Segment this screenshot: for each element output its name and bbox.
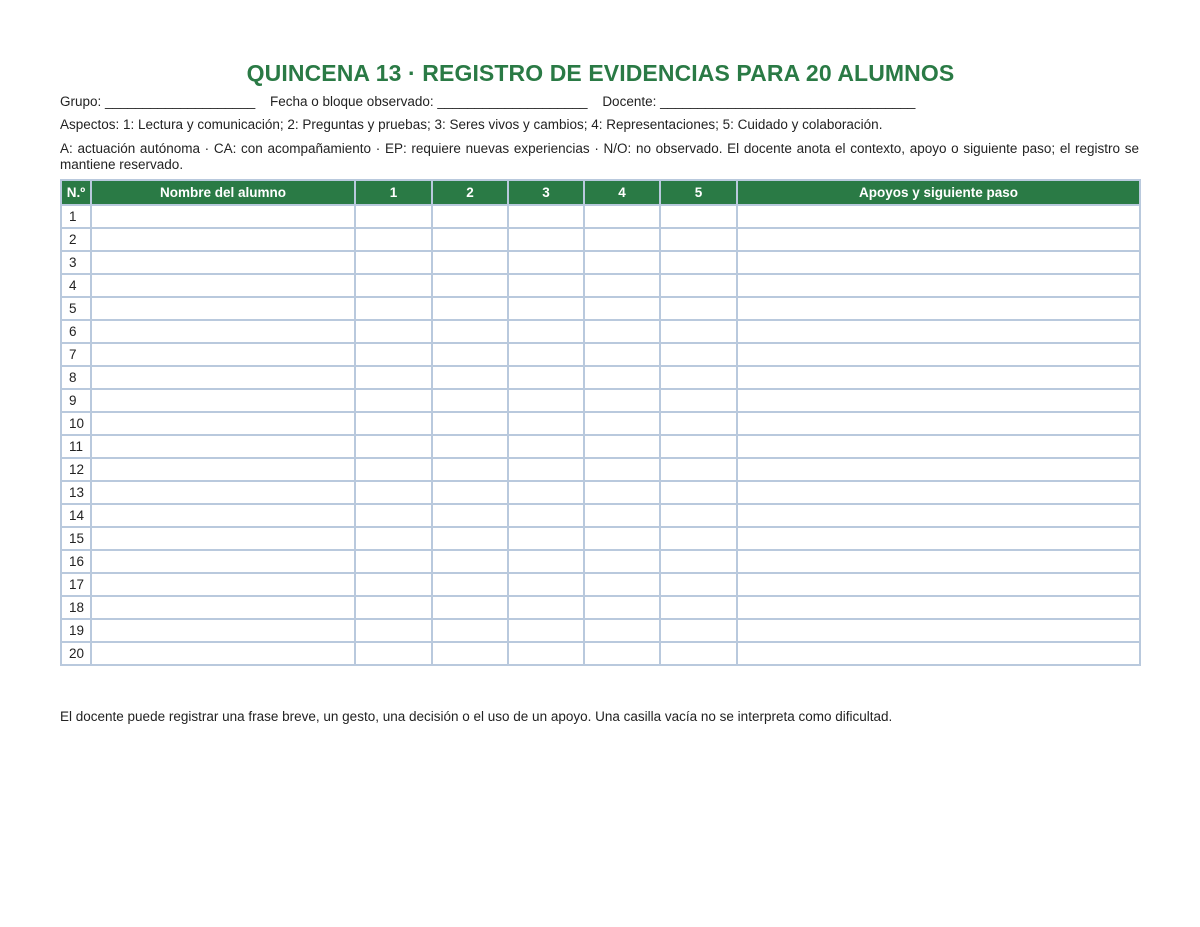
- aspect-4-cell[interactable]: [584, 458, 660, 481]
- aspect-3-cell[interactable]: [508, 343, 584, 366]
- row-number: 1: [61, 205, 91, 228]
- aspect-2-cell[interactable]: [432, 320, 508, 343]
- aspect-3-cell[interactable]: [508, 642, 584, 665]
- aspect-2-cell[interactable]: [432, 297, 508, 320]
- supports-cell[interactable]: [737, 412, 1140, 435]
- aspect-3-cell[interactable]: [508, 389, 584, 412]
- student-name-cell[interactable]: [91, 504, 355, 527]
- aspect-2-cell[interactable]: [432, 274, 508, 297]
- aspect-3-cell[interactable]: [508, 320, 584, 343]
- aspect-1-cell[interactable]: [355, 642, 432, 665]
- supports-cell[interactable]: [737, 435, 1140, 458]
- header-fields: [60, 94, 915, 109]
- header-aspect-2: 2: [432, 180, 508, 205]
- header-number: N.º: [61, 180, 91, 205]
- aspect-3-cell[interactable]: [508, 366, 584, 389]
- aspect-5-cell[interactable]: [660, 366, 737, 389]
- student-name-cell[interactable]: [91, 389, 355, 412]
- aspect-4-cell[interactable]: [584, 297, 660, 320]
- student-name-cell[interactable]: [91, 619, 355, 642]
- aspect-2-cell[interactable]: [432, 481, 508, 504]
- aspect-3-cell[interactable]: [508, 573, 584, 596]
- aspect-5-cell[interactable]: [660, 435, 737, 458]
- grupo-field[interactable]: ____________________: [105, 94, 256, 109]
- aspect-5-cell[interactable]: [660, 619, 737, 642]
- row-number: 9: [61, 389, 91, 412]
- aspect-3-cell[interactable]: [508, 297, 584, 320]
- aspect-5-cell[interactable]: [660, 573, 737, 596]
- student-name-cell[interactable]: [91, 274, 355, 297]
- aspect-5-cell[interactable]: [660, 274, 737, 297]
- table-row: [61, 504, 1140, 527]
- aspect-1-cell[interactable]: [355, 619, 432, 642]
- supports-cell[interactable]: [737, 343, 1140, 366]
- aspect-2-cell[interactable]: [432, 343, 508, 366]
- supports-cell[interactable]: [737, 458, 1140, 481]
- aspect-4-cell[interactable]: [584, 251, 660, 274]
- row-number: 2: [61, 228, 91, 251]
- aspect-4-cell[interactable]: [584, 320, 660, 343]
- aspect-5-cell[interactable]: [660, 412, 737, 435]
- table-header-row: [61, 180, 1140, 205]
- aspect-1-cell[interactable]: [355, 596, 432, 619]
- aspect-1-cell[interactable]: [355, 274, 432, 297]
- aspect-1-cell[interactable]: [355, 504, 432, 527]
- aspect-4-cell[interactable]: [584, 274, 660, 297]
- aspect-5-cell[interactable]: [660, 320, 737, 343]
- aspect-3-cell[interactable]: [508, 412, 584, 435]
- aspect-5-cell[interactable]: [660, 481, 737, 504]
- row-number: 18: [61, 596, 91, 619]
- header-aspect-4: 4: [584, 180, 660, 205]
- header-aspect-5: 5: [660, 180, 737, 205]
- student-name-cell[interactable]: [91, 435, 355, 458]
- aspect-1-cell[interactable]: [355, 228, 432, 251]
- row-number: 14: [61, 504, 91, 527]
- aspect-1-cell[interactable]: [355, 527, 432, 550]
- row-number: 16: [61, 550, 91, 573]
- aspect-4-cell[interactable]: [584, 504, 660, 527]
- table-row: [61, 573, 1140, 596]
- aspect-5-cell[interactable]: [660, 596, 737, 619]
- footer-note: El docente puede registrar una frase breve, un gesto, una decisión o el uso de un apoyo. Una casilla vacía no se interpreta como dificultad.: [60, 709, 893, 724]
- row-number: 3: [61, 251, 91, 274]
- aspect-1-cell[interactable]: [355, 550, 432, 573]
- aspect-4-cell[interactable]: [584, 550, 660, 573]
- student-name-cell[interactable]: [91, 596, 355, 619]
- aspect-4-cell[interactable]: [584, 642, 660, 665]
- aspect-3-cell[interactable]: [508, 435, 584, 458]
- header-supports-next-step: Apoyos y siguiente paso: [737, 180, 1140, 205]
- table-row: [61, 412, 1140, 435]
- aspect-5-cell[interactable]: [660, 297, 737, 320]
- table-row: [61, 642, 1140, 665]
- supports-cell[interactable]: [737, 320, 1140, 343]
- aspect-5-cell[interactable]: [660, 527, 737, 550]
- aspect-4-cell[interactable]: [584, 619, 660, 642]
- aspect-3-cell[interactable]: [508, 228, 584, 251]
- row-number: 12: [61, 458, 91, 481]
- row-number: 15: [61, 527, 91, 550]
- aspect-1-cell[interactable]: [355, 481, 432, 504]
- evidence-table: [60, 179, 1141, 666]
- aspect-4-cell[interactable]: [584, 527, 660, 550]
- aspect-3-cell[interactable]: [508, 550, 584, 573]
- student-name-cell[interactable]: [91, 320, 355, 343]
- supports-cell[interactable]: [737, 596, 1140, 619]
- student-name-cell[interactable]: [91, 228, 355, 251]
- grupo-label: Grupo:: [60, 94, 102, 109]
- aspect-4-cell[interactable]: [584, 343, 660, 366]
- student-name-cell[interactable]: [91, 573, 355, 596]
- table-row: [61, 297, 1140, 320]
- docente-label: Docente:: [602, 94, 657, 109]
- aspect-3-cell[interactable]: [508, 504, 584, 527]
- aspect-3-cell[interactable]: [508, 458, 584, 481]
- table-row: [61, 274, 1140, 297]
- legend-text: A: actuación autónoma · CA: con acompañamiento · EP: requiere nuevas experiencias · N/O: no observado. El docente anota el contexto, apoyo o siguiente paso; el registro se mantiene reservado.: [60, 141, 1139, 172]
- student-name-cell[interactable]: [91, 527, 355, 550]
- student-name-cell[interactable]: [91, 366, 355, 389]
- aspect-2-cell[interactable]: [432, 412, 508, 435]
- student-name-cell[interactable]: [91, 458, 355, 481]
- table-row: [61, 550, 1140, 573]
- aspect-5-cell[interactable]: [660, 251, 737, 274]
- row-number: 19: [61, 619, 91, 642]
- aspect-1-cell[interactable]: [355, 320, 432, 343]
- supports-cell[interactable]: [737, 527, 1140, 550]
- page-title: QUINCENA 13 · REGISTRO DE EVIDENCIAS PARA 20 ALUMNOS: [246, 60, 955, 86]
- docente-field[interactable]: __________________________________: [660, 94, 916, 109]
- row-number: 5: [61, 297, 91, 320]
- student-name-cell[interactable]: [91, 205, 355, 228]
- student-name-cell[interactable]: [91, 343, 355, 366]
- row-number: 11: [61, 435, 91, 458]
- aspect-4-cell[interactable]: [584, 205, 660, 228]
- aspect-4-cell[interactable]: [584, 481, 660, 504]
- student-name-cell[interactable]: [91, 412, 355, 435]
- aspect-4-cell[interactable]: [584, 228, 660, 251]
- aspect-4-cell[interactable]: [584, 389, 660, 412]
- supports-cell[interactable]: [737, 642, 1140, 665]
- student-name-cell[interactable]: [91, 297, 355, 320]
- aspect-2-cell[interactable]: [432, 619, 508, 642]
- table-row: [61, 343, 1140, 366]
- student-name-cell[interactable]: [91, 251, 355, 274]
- aspect-3-cell[interactable]: [508, 274, 584, 297]
- aspect-1-cell[interactable]: [355, 366, 432, 389]
- aspect-5-cell[interactable]: [660, 205, 737, 228]
- aspect-1-cell[interactable]: [355, 573, 432, 596]
- aspect-2-cell[interactable]: [432, 458, 508, 481]
- aspect-4-cell[interactable]: [584, 573, 660, 596]
- aspect-5-cell[interactable]: [660, 642, 737, 665]
- aspect-5-cell[interactable]: [660, 389, 737, 412]
- supports-cell[interactable]: [737, 481, 1140, 504]
- supports-cell[interactable]: [737, 550, 1140, 573]
- aspect-2-cell[interactable]: [432, 366, 508, 389]
- aspect-2-cell[interactable]: [432, 504, 508, 527]
- student-name-cell[interactable]: [91, 642, 355, 665]
- fecha-label: Fecha o bloque observado:: [269, 94, 434, 109]
- aspect-2-cell[interactable]: [432, 573, 508, 596]
- aspect-2-cell[interactable]: [432, 251, 508, 274]
- aspect-4-cell[interactable]: [584, 596, 660, 619]
- supports-cell[interactable]: [737, 366, 1140, 389]
- fecha-field[interactable]: ____________________: [437, 94, 588, 109]
- aspect-3-cell[interactable]: [508, 205, 584, 228]
- row-number: 10: [61, 412, 91, 435]
- supports-cell[interactable]: [737, 389, 1140, 412]
- row-number: 7: [61, 343, 91, 366]
- table-body: [61, 205, 1140, 665]
- aspect-4-cell[interactable]: [584, 412, 660, 435]
- table-row: [61, 596, 1140, 619]
- table-row: [61, 527, 1140, 550]
- supports-cell[interactable]: [737, 251, 1140, 274]
- aspect-2-cell[interactable]: [432, 389, 508, 412]
- supports-cell[interactable]: [737, 573, 1140, 596]
- aspects-text: Aspectos: 1: Lectura y comunicación; 2: Preguntas y pruebas; 3: Seres vivos y cambios; 4: Representaciones; 5: Cuidado y colaboración.: [60, 117, 883, 132]
- aspect-1-cell[interactable]: [355, 458, 432, 481]
- table-row: [61, 458, 1140, 481]
- aspect-3-cell[interactable]: [508, 596, 584, 619]
- aspect-2-cell[interactable]: [432, 205, 508, 228]
- aspect-4-cell[interactable]: [584, 435, 660, 458]
- aspect-1-cell[interactable]: [355, 389, 432, 412]
- supports-cell[interactable]: [737, 274, 1140, 297]
- table-row: [61, 619, 1140, 642]
- row-number: 13: [61, 481, 91, 504]
- aspect-1-cell[interactable]: [355, 251, 432, 274]
- aspect-3-cell[interactable]: [508, 481, 584, 504]
- table-row: [61, 435, 1140, 458]
- aspect-3-cell[interactable]: [508, 251, 584, 274]
- table-row: [61, 205, 1140, 228]
- table-row: [61, 251, 1140, 274]
- aspect-2-cell[interactable]: [432, 527, 508, 550]
- header-aspect-1: 1: [355, 180, 432, 205]
- aspect-1-cell[interactable]: [355, 297, 432, 320]
- aspect-5-cell[interactable]: [660, 550, 737, 573]
- table-row: [61, 320, 1140, 343]
- aspect-1-cell[interactable]: [355, 205, 432, 228]
- aspect-5-cell[interactable]: [660, 458, 737, 481]
- aspect-3-cell[interactable]: [508, 527, 584, 550]
- table-row: [61, 389, 1140, 412]
- aspect-1-cell[interactable]: [355, 343, 432, 366]
- aspect-1-cell[interactable]: [355, 435, 432, 458]
- row-number: 8: [61, 366, 91, 389]
- row-number: 4: [61, 274, 91, 297]
- aspect-4-cell[interactable]: [584, 366, 660, 389]
- aspect-2-cell[interactable]: [432, 228, 508, 251]
- header-student-name: Nombre del alumno: [91, 180, 355, 205]
- table-row: [61, 228, 1140, 251]
- aspect-2-cell[interactable]: [432, 550, 508, 573]
- supports-cell[interactable]: [737, 228, 1140, 251]
- supports-cell[interactable]: [737, 619, 1140, 642]
- supports-cell[interactable]: [737, 205, 1140, 228]
- row-number: 6: [61, 320, 91, 343]
- table-row: [61, 481, 1140, 504]
- aspect-1-cell[interactable]: [355, 412, 432, 435]
- aspect-3-cell[interactable]: [508, 619, 584, 642]
- aspect-2-cell[interactable]: [432, 596, 508, 619]
- aspect-2-cell[interactable]: [432, 435, 508, 458]
- row-number: 17: [61, 573, 91, 596]
- supports-cell[interactable]: [737, 504, 1140, 527]
- aspect-5-cell[interactable]: [660, 228, 737, 251]
- aspect-5-cell[interactable]: [660, 343, 737, 366]
- table-row: [61, 366, 1140, 389]
- aspect-2-cell[interactable]: [432, 642, 508, 665]
- student-name-cell[interactable]: [91, 550, 355, 573]
- supports-cell[interactable]: [737, 297, 1140, 320]
- row-number: 20: [61, 642, 91, 665]
- header-aspect-3: 3: [508, 180, 584, 205]
- aspect-5-cell[interactable]: [660, 504, 737, 527]
- student-name-cell[interactable]: [91, 481, 355, 504]
